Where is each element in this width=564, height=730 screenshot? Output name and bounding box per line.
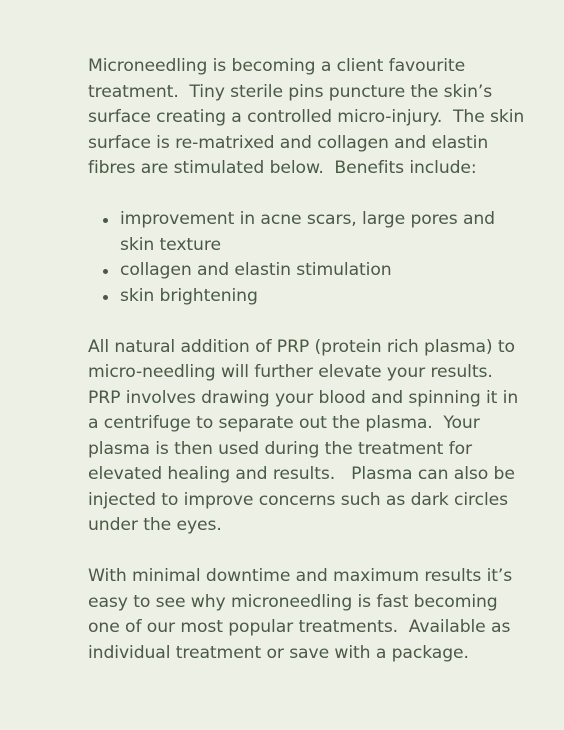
spacer	[88, 309, 528, 335]
prp-paragraph: All natural addition of PRP (protein rich plasma) to micro-needling will further elevate your results. PRP involves drawing your blood and spinning it in a centrifuge to separate out the plasma. Your plasma is then used during the treatment for elevated healing and results. Plasma can also be injected to improve concerns such as dark circles under the eyes.	[88, 336, 524, 535]
closing-paragraph: With minimal downtime and maximum results it’s easy to see why microneedling is fast becoming one of our most popular treatments. Available as individual treatment or save with a package.	[88, 566, 518, 663]
benefit-item: skin brightening	[120, 284, 528, 310]
benefits-list	[88, 207, 528, 309]
benefit-item: collagen and elastin stimulation	[120, 258, 528, 284]
article-body	[88, 54, 528, 666]
spacer	[88, 182, 528, 208]
spacer	[88, 539, 528, 565]
benefit-item: improvement in acne scars, large pores and skin texture	[120, 207, 528, 258]
intro-paragraph: Microneedling is becoming a client favourite treatment. Tiny sterile pins puncture the skin’s surface creating a controlled micro-injury. The skin surface is re-matrixed and collagen and elastin fibres are stimulated below. Benefits include:	[88, 56, 530, 178]
